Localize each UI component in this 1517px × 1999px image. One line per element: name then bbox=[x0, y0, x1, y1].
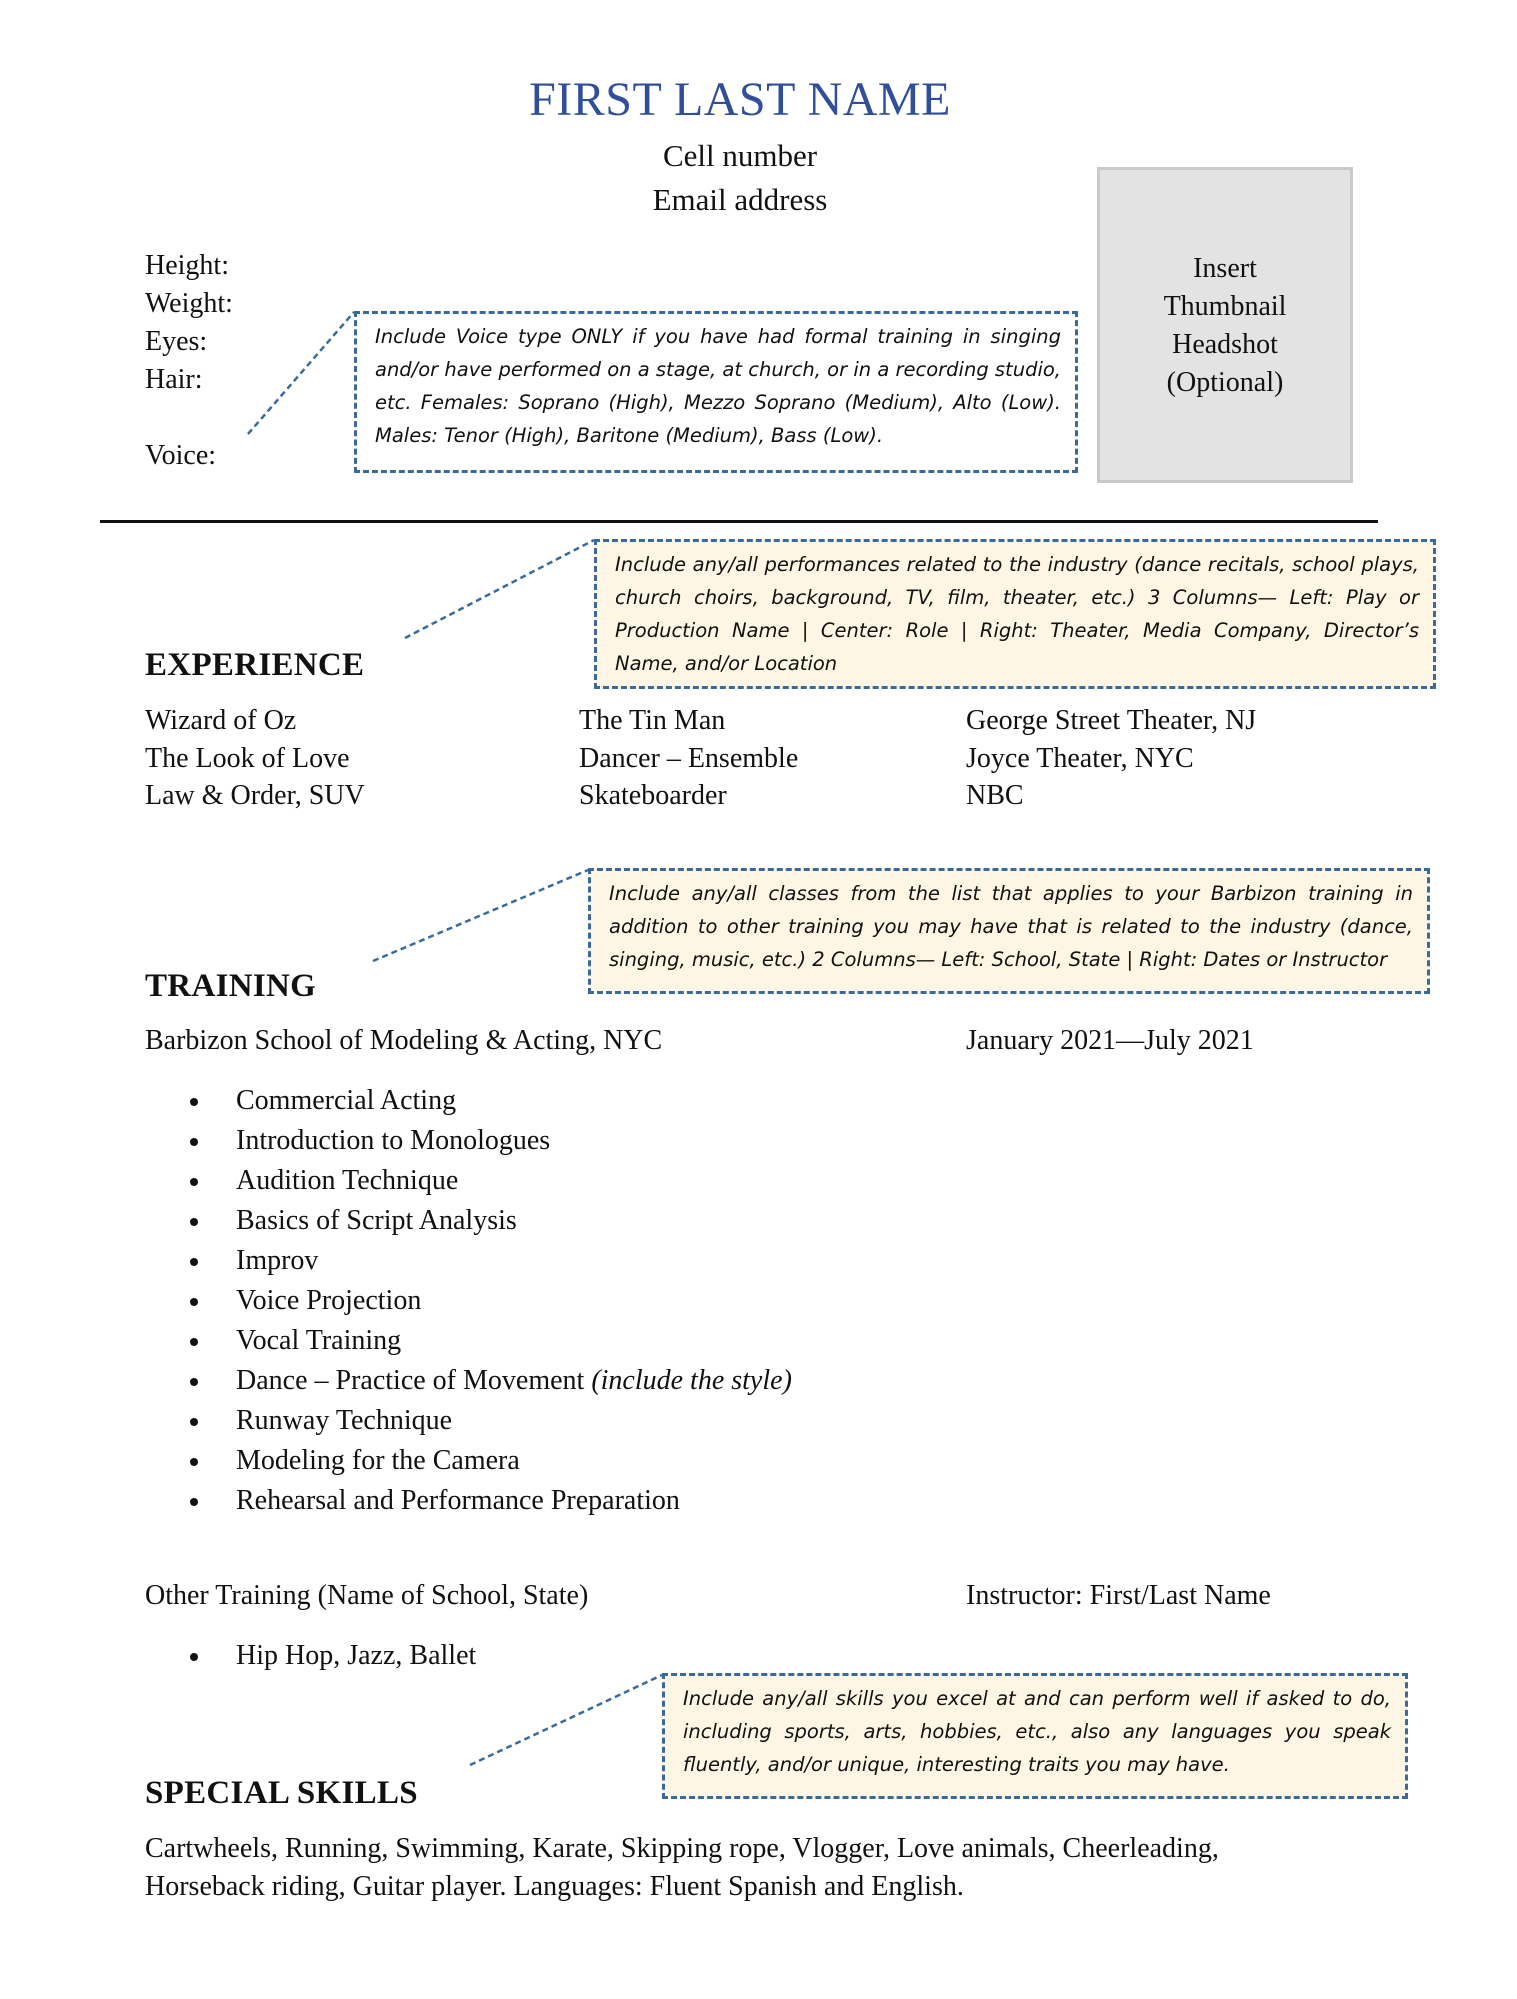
weight-label: Weight: bbox=[145, 288, 233, 319]
list-item: Introduction to Monologues bbox=[145, 1121, 792, 1161]
voice-label: Voice: bbox=[145, 440, 217, 471]
cell-number: Cell number bbox=[662, 138, 818, 173]
headshot-line-4: (Optional) bbox=[1166, 367, 1284, 398]
experience-production: The Look of Love bbox=[145, 742, 350, 774]
height-label: Height: bbox=[145, 250, 229, 281]
eyes-label: Eyes: bbox=[145, 326, 208, 357]
experience-production: Wizard of Oz bbox=[145, 705, 297, 736]
list-item: Hip Hop, Jazz, Ballet bbox=[145, 1636, 476, 1676]
training-dates: January 2021—July 2021 bbox=[966, 1025, 1254, 1056]
headshot-line-1: Insert bbox=[1193, 253, 1257, 284]
experience-heading: EXPERIENCE bbox=[145, 647, 365, 683]
list-item bbox=[145, 1361, 792, 1401]
list-item: Runway Technique bbox=[145, 1401, 792, 1441]
training-heading: TRAINING bbox=[145, 968, 317, 1004]
skills-instruction-note: Include any/all skills you excel at and can perform well if asked to do, including sports, arts, hobbies, etc., also any languages you speak fluently, and/or unique, interesting traits you may have. bbox=[662, 1673, 1408, 1799]
skills-line-2: Horseback riding, Guitar player. Languages: Fluent Spanish and English. bbox=[145, 1871, 964, 1902]
experience-role: The Tin Man bbox=[579, 705, 726, 736]
training-instruction-note: Include any/all classes from the list that applies to your Barbizon training in addition to other training you may have that is related to the industry (dance, singing, music, etc.) 2 Columns— Left: School, State | Right: Dates or Instructor bbox=[588, 868, 1430, 994]
experience-role: Skateboarder bbox=[579, 780, 727, 811]
list-item: Basics of Script Analysis bbox=[145, 1201, 792, 1241]
experience-company: George Street Theater, NJ bbox=[966, 705, 1257, 736]
list-item: Vocal Training bbox=[145, 1321, 792, 1361]
dance-style-note: (include the style) bbox=[591, 1365, 792, 1396]
experience-company: Joyce Theater, NYC bbox=[966, 742, 1194, 774]
experience-role-column bbox=[579, 702, 798, 815]
experience-company-column bbox=[966, 702, 1256, 815]
header-divider bbox=[100, 520, 1378, 523]
list-item: Modeling for the Camera bbox=[145, 1441, 792, 1481]
experience-connector-line bbox=[405, 540, 594, 638]
training-school: Barbizon School of Modeling & Acting, NYC bbox=[145, 1025, 663, 1056]
list-item: Voice Projection bbox=[145, 1281, 792, 1321]
list-item: Audition Technique bbox=[145, 1161, 792, 1201]
headshot-line-2: Thumbnail bbox=[1163, 291, 1287, 322]
voice-instruction-note: Include Voice type ONLY if you have had formal training in singing and/or have performed on a stage, at church, or in a recording studio, etc. Females: Soprano (High), Mezzo Soprano (Medium), Alto (Low). Males: Tenor (High), Baritone (Medium), Bass (Low). bbox=[354, 311, 1078, 473]
resume-name: FIRST LAST NAME bbox=[529, 73, 951, 126]
hair-label: Hair: bbox=[145, 364, 203, 395]
experience-company: NBC bbox=[966, 780, 1024, 811]
other-training-list bbox=[145, 1636, 476, 1676]
training-connector-line bbox=[373, 870, 588, 961]
list-item: Commercial Acting bbox=[145, 1081, 792, 1121]
email-address: Email address bbox=[652, 182, 828, 217]
skills-connector-line bbox=[470, 1675, 662, 1765]
list-item: Rehearsal and Performance Preparation bbox=[145, 1481, 792, 1521]
list-item: Improv bbox=[145, 1241, 792, 1281]
headshot-line-3: Headshot bbox=[1172, 329, 1278, 360]
experience-production: Law & Order, SUV bbox=[145, 780, 365, 811]
other-training-instructor: Instructor: First/Last Name bbox=[966, 1580, 1271, 1611]
experience-role: Dancer – Ensemble bbox=[579, 742, 799, 774]
class-name: Dance – Practice of Movement bbox=[236, 1365, 585, 1396]
voice-connector-line bbox=[248, 312, 354, 434]
experience-instruction-note: Include any/all performances related to the industry (dance recitals, school plays, church choirs, background, TV, film, theater, etc.) 3 Columns— Left: Play or Production Name | Center: Role | Right: Theater, Media Company, Director’s Name, and/or Location bbox=[594, 539, 1436, 689]
experience-production-column bbox=[145, 702, 365, 815]
other-training-school: Other Training (Name of School, State) bbox=[145, 1580, 589, 1611]
special-skills-heading: SPECIAL SKILLS bbox=[145, 1775, 418, 1811]
skills-line-1: Cartwheels, Running, Swimming, Karate, Skipping rope, Vlogger, Love animals, Cheerleading, bbox=[145, 1833, 1219, 1864]
training-class-list bbox=[145, 1081, 792, 1521]
